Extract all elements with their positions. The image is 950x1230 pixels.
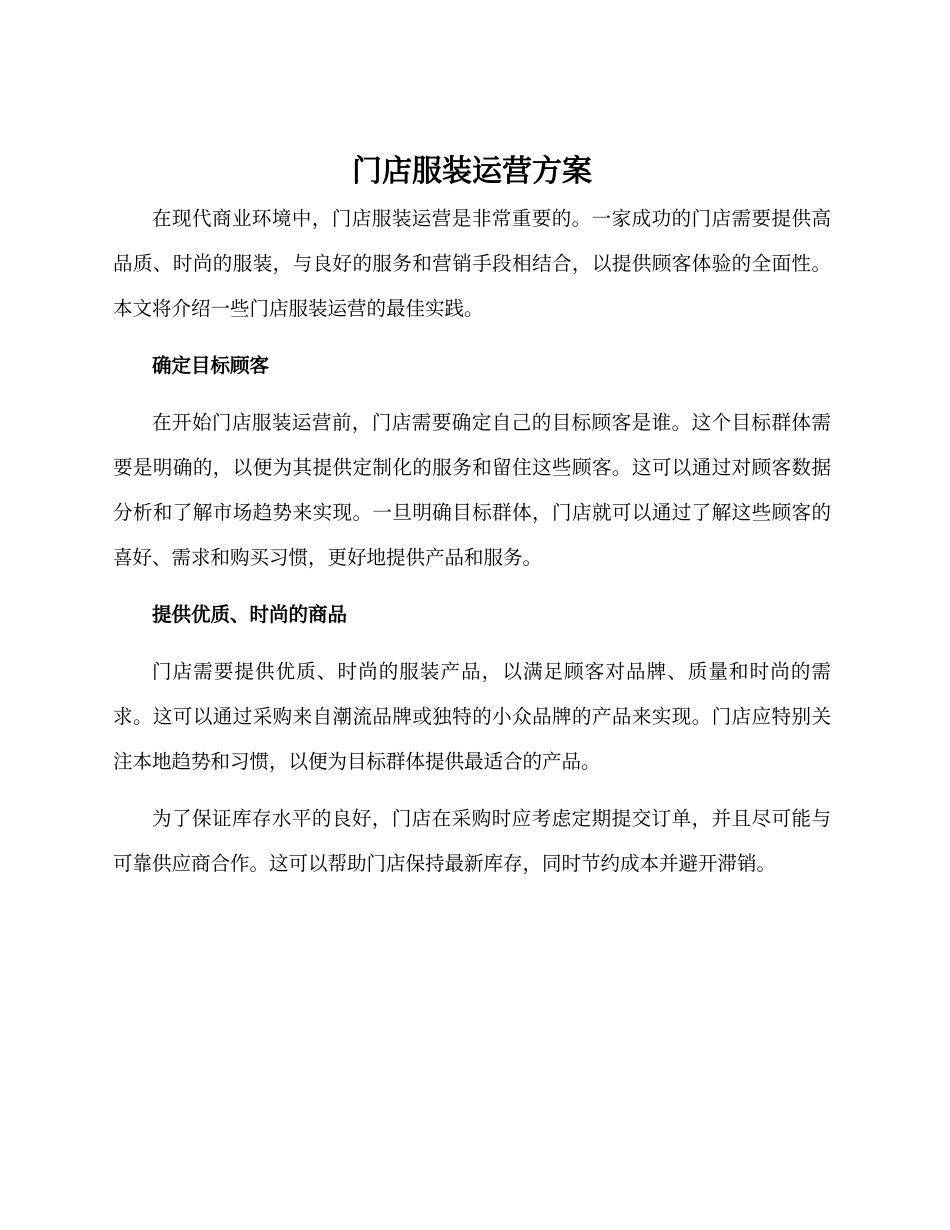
section-paragraph: 为了保证库存水平的良好，门店在采购时应考虑定期提交订单，并且尽可能与可靠供应商合作。这可以帮助门店保持最新库存，同时节约成本并避开滞销。	[113, 807, 831, 875]
section-paragraph: 在开始门店服装运营前，门店需要确定自己的目标顾客是谁。这个目标群体需要是明确的，以便为其提供定制化的服务和留住这些顾客。这可以通过对顾客数据分析和了解市场趋势来实现。一旦明确目标群体，门店就可以通过了解这些顾客的喜好、需求和购买习惯，更好地提供产品和服务。	[113, 411, 831, 569]
section-heading-quality-products: 提供优质、时尚的商品	[152, 603, 348, 626]
section-heading-target-customers: 确定目标顾客	[152, 354, 270, 377]
section-paragraph: 门店需要提供优质、时尚的服装产品，以满足顾客对品牌、质量和时尚的需求。这可以通过采购来自潮流品牌或独特的小众品牌的产品来实现。门店应特别关注本地趋势和习惯，以便为目标群体提供最适合的产品。	[113, 660, 831, 773]
document-page	[113, 150, 831, 898]
intro-paragraph: 在现代商业环境中，门店服装运营是非常重要的。一家成功的门店需要提供高品质、时尚的服装，与良好的服务和营销手段相结合，以提供顾客体验的全面性。本文将介绍一些门店服装运营的最佳实践。	[113, 207, 831, 320]
document-title: 门店服装运营方案	[352, 154, 592, 189]
